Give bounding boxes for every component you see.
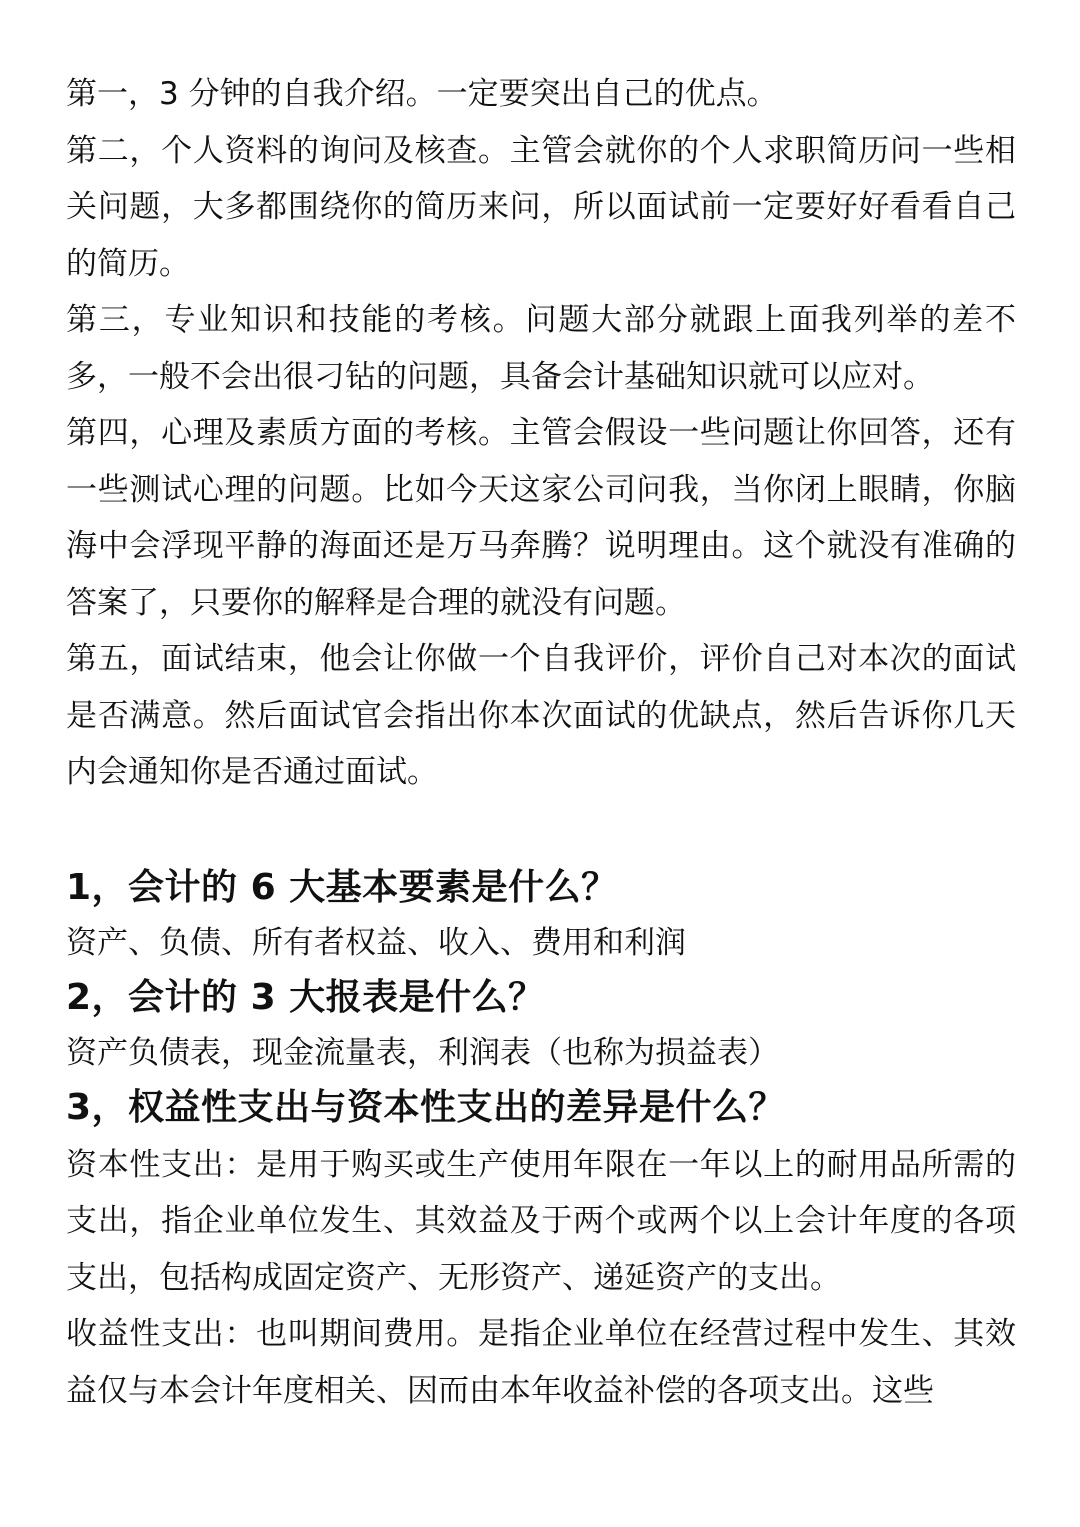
qa-item-2	[66, 969, 1016, 1079]
section-spacer	[66, 801, 1016, 859]
question-2: 2，会计的 3 大报表是什么？	[66, 976, 545, 1018]
question-1: 1，会计的 6 大基本要素是什么？	[66, 866, 618, 908]
paragraph-step-5: 第五，面试结束，他会让你做一个自我评价，评价自己对本次的面试是否满意。然后面试官会指出你本次面试的优缺点，然后告诉你几天内会通知你是否通过面试。	[66, 641, 1016, 790]
answer-3-capital-expenditure: 资本性支出：是用于购买或生产使用年限在一年以上的耐用品所需的支出，指企业单位发生、其效益及于两个或两个以上会计年度的各项支出，包括构成固定资产、无形资产、递延资产的支出。	[66, 1146, 1016, 1296]
answer-3-revenue-expenditure: 收益性支出：也叫期间费用。是指企业单位在经营过程中发生、其效益仅与本会计年度相关、因而由本年收益补偿的各项支出。这些	[66, 1316, 1016, 1409]
answer-1: 资产、负债、所有者权益、收入、费用和利润	[66, 924, 686, 961]
paragraph-step-2: 第二，个人资料的询问及核查。主管会就你的个人求职简历问一些相关问题，大多都围绕你的简历来问，所以面试前一定要好好看看自己的简历。	[66, 132, 1016, 282]
paragraph-step-4: 第四，心理及素质方面的考核。主管会假设一些问题让你回答，还有一些测试心理的问题。比如今天这家公司问我，当你闭上眼睛，你脑海中会浮现平静的海面还是万马奔腾？说明理由。这个就没有准确的答案了，只要你的解释是合理的就没有问题。	[66, 415, 1016, 621]
answer-2: 资产负债表，现金流量表，利润表（也称为损益表）	[66, 1034, 779, 1071]
qa-item-3	[66, 1079, 1016, 1420]
qa-section	[66, 859, 1016, 1420]
paragraph-step-3: 第三，专业知识和技能的考核。问题大部分就跟上面我列举的差不多，一般不会出很刁钻的问题，具备会计基础知识就可以应对。	[66, 302, 1016, 395]
question-3: 3，权益性支出与资本性支出的差异是什么？	[66, 1086, 786, 1128]
paragraph-step-1: 第一，3 分钟的自我介绍。一定要突出自己的优点。	[66, 76, 778, 112]
intro-section	[66, 66, 1016, 801]
qa-item-1	[66, 859, 1016, 969]
